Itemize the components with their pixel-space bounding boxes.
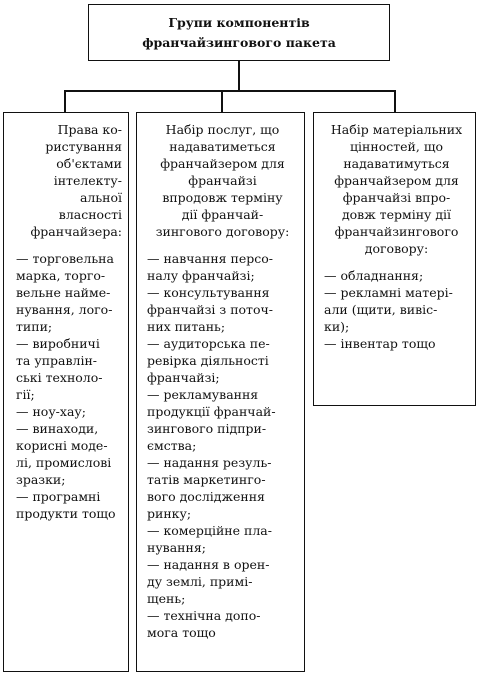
item-line: марка, торго- bbox=[16, 268, 106, 283]
item-line: — торговельна bbox=[16, 251, 114, 266]
box-services-set bbox=[136, 112, 305, 672]
item-line: продукти тощо bbox=[16, 506, 116, 521]
box-heading bbox=[324, 121, 469, 257]
heading-line: зингового договору: bbox=[155, 224, 290, 239]
heading-line: договору: bbox=[364, 241, 429, 256]
item-line: — аудиторська пе- bbox=[147, 336, 270, 351]
item-line: вельне найме- bbox=[16, 285, 111, 300]
item-line: франчайзі; bbox=[147, 370, 220, 385]
heading-line: Набір послуг, що bbox=[165, 122, 280, 137]
heading-line: франчайзера: bbox=[30, 224, 122, 239]
item-line: зразки; bbox=[16, 472, 66, 487]
item-line: — комерційне пла- bbox=[147, 523, 272, 538]
item-line: — рекламування bbox=[147, 387, 259, 402]
item-line: — консультування bbox=[147, 285, 270, 300]
heading-line: цінностей, що bbox=[350, 139, 443, 154]
heading-line: Права ко- bbox=[57, 122, 122, 137]
item-line: — інвентар тощо bbox=[324, 336, 436, 351]
item-line: франчайзі з поточ- bbox=[147, 302, 273, 317]
item-line: — рекламні матері- bbox=[324, 285, 453, 300]
item-line: ду землі, примі- bbox=[147, 574, 253, 589]
item-line: гії; bbox=[16, 387, 35, 402]
item-line: щень; bbox=[147, 591, 186, 606]
item-line: — надання в орен- bbox=[147, 557, 270, 572]
heading-line: дії франчай- bbox=[181, 207, 264, 222]
item-line: — виробничі bbox=[16, 336, 100, 351]
heading-line: надаватиметься bbox=[169, 139, 276, 154]
item-line: типи; bbox=[16, 319, 53, 334]
horizontal-connector bbox=[64, 90, 395, 92]
box-heading bbox=[147, 121, 298, 240]
heading-line: франчайзингового bbox=[334, 224, 459, 239]
heading-line: Набір матеріальних bbox=[330, 122, 463, 137]
heading-line: довж терміну дії bbox=[341, 207, 452, 222]
item-line: ські техноло- bbox=[16, 370, 103, 385]
item-line: — технічна допо- bbox=[147, 608, 261, 623]
item-line: нування; bbox=[147, 540, 206, 555]
item-line: мога тощо bbox=[147, 625, 216, 640]
root-title-line-1: Групи компонентів bbox=[168, 14, 310, 30]
item-line: лі, промислові bbox=[16, 455, 112, 470]
heading-line: власності bbox=[58, 207, 122, 222]
item-list bbox=[324, 267, 469, 352]
heading-line: франчайзі впро- bbox=[342, 190, 451, 205]
item-line: — ноу-хау; bbox=[16, 404, 86, 419]
root-title-line-2: франчайзингового пакета bbox=[142, 34, 336, 50]
connector-col1 bbox=[64, 90, 66, 112]
item-line: — програмні bbox=[16, 489, 101, 504]
box-intellectual-property-rights bbox=[3, 112, 129, 672]
box-material-values-set bbox=[313, 112, 476, 406]
item-line: ревірка діяльності bbox=[147, 353, 269, 368]
item-line: корисні моде- bbox=[16, 438, 108, 453]
root-box bbox=[88, 4, 390, 61]
item-line: зингового підпри- bbox=[147, 421, 267, 436]
item-list bbox=[16, 250, 124, 522]
heading-line: надаватимуться bbox=[343, 156, 450, 171]
item-list bbox=[147, 250, 298, 641]
heading-line: впродовж терміну bbox=[162, 190, 283, 205]
item-line: — навчання персо- bbox=[147, 251, 274, 266]
connector-col3 bbox=[394, 90, 396, 112]
connector-col2 bbox=[221, 90, 223, 112]
item-line: татів маркетинго- bbox=[147, 472, 266, 487]
item-line: ринку; bbox=[147, 506, 192, 521]
heading-line: ристування bbox=[45, 139, 122, 154]
heading-line: франчайзером для bbox=[160, 156, 285, 171]
item-line: них питань; bbox=[147, 319, 226, 334]
item-line: продукції франчай- bbox=[147, 404, 276, 419]
item-line: налу франчайзі; bbox=[147, 268, 255, 283]
heading-line: об'єктами bbox=[56, 156, 122, 171]
item-line: та управлін- bbox=[16, 353, 98, 368]
heading-line: інтелекту- bbox=[53, 173, 122, 188]
box-heading bbox=[16, 121, 124, 240]
heading-line: альної bbox=[79, 190, 122, 205]
item-line: али (щити, вивіс- bbox=[324, 302, 438, 317]
item-line: ємства; bbox=[147, 438, 197, 453]
item-line: ки); bbox=[324, 319, 350, 334]
heading-line: франчайзером для bbox=[334, 173, 459, 188]
trunk-connector bbox=[238, 61, 240, 91]
item-line: нування, лого- bbox=[16, 302, 113, 317]
heading-line: франчайзі bbox=[188, 173, 257, 188]
item-line: — винаходи, bbox=[16, 421, 99, 436]
item-line: — обладнання; bbox=[324, 268, 424, 283]
item-line: — надання резуль- bbox=[147, 455, 272, 470]
item-line: вого дослідження bbox=[147, 489, 265, 504]
